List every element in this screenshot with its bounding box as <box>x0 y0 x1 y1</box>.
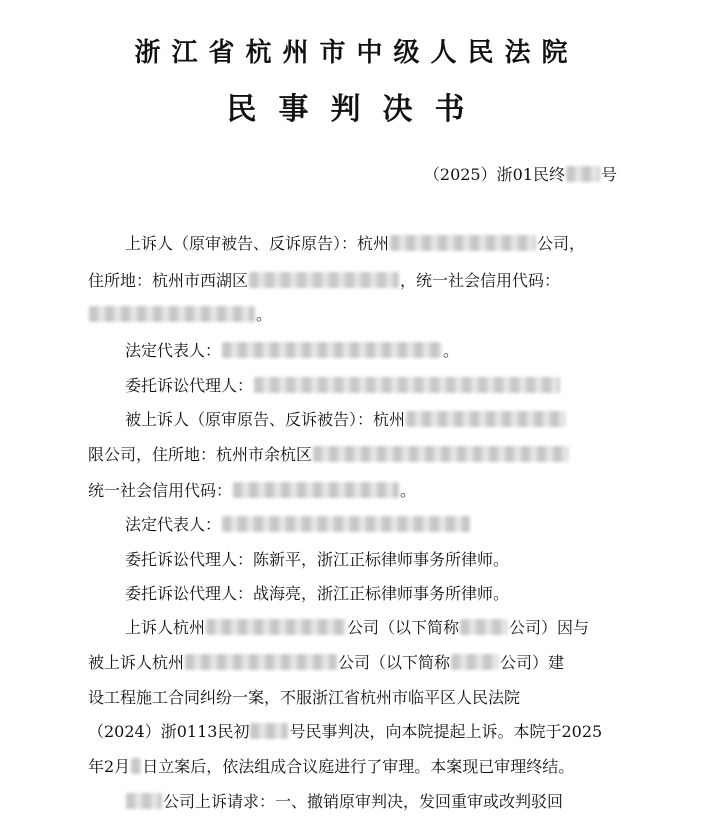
intro5-text-a: 年2月 <box>88 757 131 776</box>
intro2-text-c: 公司）建 <box>500 653 565 672</box>
redacted-appellant-full-name <box>206 619 346 635</box>
redacted-appellee-address <box>313 446 569 462</box>
appellant-agent-line <box>125 374 561 398</box>
redacted-appellee-name <box>406 411 566 427</box>
redacted-appellant-agent <box>254 377 560 393</box>
redacted-appellee-short-name <box>451 654 499 670</box>
appellant-agent-label: 委托诉讼代理人： <box>125 376 254 395</box>
appellant-line <box>125 232 585 256</box>
court-name: 浙江省杭州市中级人民法院 <box>134 38 579 68</box>
appellant-legal-rep-line <box>125 339 459 363</box>
case-number <box>424 162 617 185</box>
intro4-text-b: 号民事判决，向本院提起上诉。本院于2025 <box>289 722 603 741</box>
intro1-text-a: 上诉人杭州 <box>125 618 206 637</box>
redacted-appellant-legal-rep <box>222 342 442 358</box>
redacted-case-id <box>566 166 600 182</box>
appeal-claims-line <box>125 790 563 814</box>
intro2-text-b: 公司（以下简称 <box>338 653 451 672</box>
appellee-label: 被上诉人（原审原告、反诉被告）：杭州 <box>125 410 406 429</box>
appellant-legal-rep-label: 法定代表人： <box>125 341 222 360</box>
case-intro-line-2 <box>88 651 564 675</box>
case-intro-line-1 <box>125 616 589 640</box>
redacted-appellant-credit-code <box>89 306 255 322</box>
appellee-line <box>125 408 567 432</box>
appellee-legal-rep-line <box>125 513 471 537</box>
case-intro-line-5 <box>88 755 574 779</box>
redacted-appellee-full-name <box>185 654 337 670</box>
document-type: 民事判决书 <box>226 92 487 127</box>
redacted-first-instance-case-id <box>250 723 288 739</box>
appellant-address-line <box>88 269 560 293</box>
redacted-appellee-legal-rep <box>222 516 470 532</box>
intro4-text-a: （2024）浙0113民初 <box>88 722 250 741</box>
case-number-suffix: 号 <box>600 165 617 184</box>
appellant-credit-end: 。 <box>256 305 273 324</box>
appellee-agent-1: 委托诉讼代理人：陈新平，浙江正标律师事务所律师。 <box>125 550 510 569</box>
redacted-appellant-short <box>126 793 162 809</box>
intro1-text-c: 公司）因与 <box>509 618 590 637</box>
appellee-address-label: 限公司，住所地：杭州市余杭区 <box>88 445 313 464</box>
appellee-address-line <box>88 443 570 467</box>
intro1-text-b: 公司（以下简称 <box>347 618 460 637</box>
appellee-credit-label: 统一社会信用代码： <box>88 481 233 500</box>
appellee-credit-end: 。 <box>400 481 417 500</box>
intro5-text-b: 日立案后，依法组成合议庭进行了审理。本案现已审理终结。 <box>142 757 575 776</box>
appellant-label: 上诉人（原审被告、反诉原告）：杭州 <box>125 234 390 253</box>
appeal-claims-text: 公司上诉请求：一、撤销原审判决，发回重审或改判驳回 <box>163 792 564 811</box>
appellant-company-suffix: 公司， <box>537 234 586 253</box>
redacted-appellant-address <box>249 272 399 288</box>
appellant-legal-rep-end: 。 <box>443 341 460 360</box>
case-intro-line-4 <box>88 720 602 744</box>
redacted-filing-day <box>131 758 141 774</box>
redacted-appellee-credit-code <box>233 482 399 498</box>
case-intro-line-3: 设工程施工合同纠纷一案，不服浙江省杭州市临平区人民法院 <box>88 688 521 707</box>
intro2-text-a: 被上诉人杭州 <box>88 653 185 672</box>
appellee-credit-line <box>88 479 416 503</box>
appellant-credit-label: ，统一社会信用代码： <box>400 271 561 290</box>
case-number-prefix: （2025）浙01民终 <box>423 165 565 184</box>
appellant-address-label: 住所地：杭州市西湖区 <box>88 271 249 290</box>
appellee-agent-2: 委托诉讼代理人：战海亮，浙江正标律师事务所律师。 <box>125 584 510 603</box>
appellant-credit-line <box>88 303 272 327</box>
redacted-appellant-name <box>390 235 536 251</box>
appellee-legal-rep-label: 法定代表人： <box>125 515 222 534</box>
redacted-appellant-short-name <box>460 619 508 635</box>
